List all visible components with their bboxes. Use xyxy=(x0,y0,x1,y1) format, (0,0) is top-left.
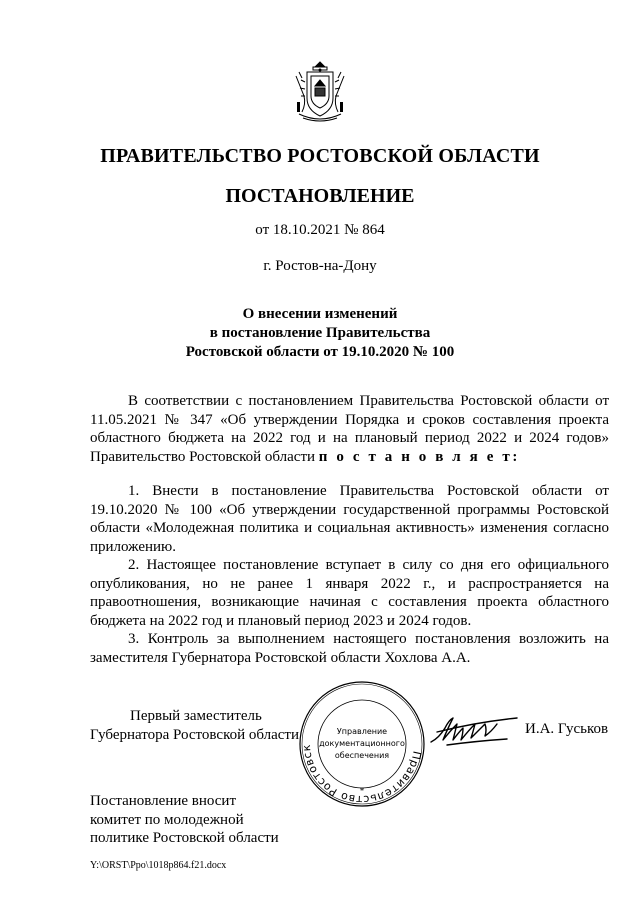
clause-3: 3. Контроль за выполнением настоящего постановления возложить на заместителя Губернатора Ростовской области Хохлова А.А. xyxy=(90,631,609,666)
clause-2: 2. Настоящее постановление вступает в силу со дня его официального опубликования, но не ранее 1 января 2022 г., и распространяется на правоотношения, возникающие начиная с составления проекта областного бюджета на 2022 год и плановый период 2023 и 2024 годов. xyxy=(90,557,609,629)
decree-word: п о с т а н о в л я е т: xyxy=(318,448,520,465)
document-date-number: от 18.10.2021 № 864 xyxy=(255,222,385,238)
subject-line-2: в постановление Правительства xyxy=(209,325,431,341)
signer-title-line-2: Губернатора Ростовской области xyxy=(90,726,300,743)
official-seal-icon xyxy=(298,680,426,808)
coat-of-arms-icon xyxy=(293,58,347,124)
submitter-line-1: Постановление вносит xyxy=(90,793,237,809)
clause-1: 1. Внести в постановление Правительства Ростовской области от 19.10.2020 № 100 «Об утверждении государственной программы Ростовской области «Молодежная политика и социальная активность» изменения согласно приложению. xyxy=(90,483,609,555)
preamble-text: В соответствии с постановлением Правительства Ростовской области от 11.05.2021 № 347 «Об утверждении Порядка и сроков составления проекта областного бюджета на 2022 год и на плановый период 2022 и 2024 годов» Правительство Ростовской области xyxy=(90,393,609,465)
signer-title-line-1: Первый заместитель xyxy=(130,708,262,724)
signer-name: И.А. Гуськов xyxy=(525,721,609,737)
document-city: г. Ростов-на-Дону xyxy=(263,258,377,274)
seal-center-line-1: Управление xyxy=(336,727,388,736)
seal-ring-text: Правительство Ростовск xyxy=(299,743,424,807)
signer-title xyxy=(90,707,299,744)
preamble-paragraph xyxy=(90,392,609,466)
document-subject xyxy=(0,305,640,362)
submitter-line-2: комитет по молодежной xyxy=(90,811,244,828)
submitter-note xyxy=(90,792,279,848)
file-path: Y:\ORST\Ppo\1018p864.f21.docx xyxy=(90,860,227,871)
svg-text:*: * xyxy=(359,786,365,796)
document-type: ПОСТАНОВЛЕНИЕ xyxy=(225,185,415,207)
handwritten-signature-icon xyxy=(427,712,522,748)
seal-center-line-3: обеспечения xyxy=(334,751,390,760)
subject-line-3: Ростовской области от 19.10.2020 № 100 xyxy=(185,344,455,360)
subject-line-1: О внесении изменений xyxy=(242,306,398,322)
org-title: ПРАВИТЕЛЬСТВО РОСТОВСКОЙ ОБЛАСТИ xyxy=(100,145,540,167)
seal-center-line-2: документационного xyxy=(319,739,405,748)
submitter-line-3: политике Ростовской области xyxy=(90,830,279,846)
document-body xyxy=(90,392,609,667)
